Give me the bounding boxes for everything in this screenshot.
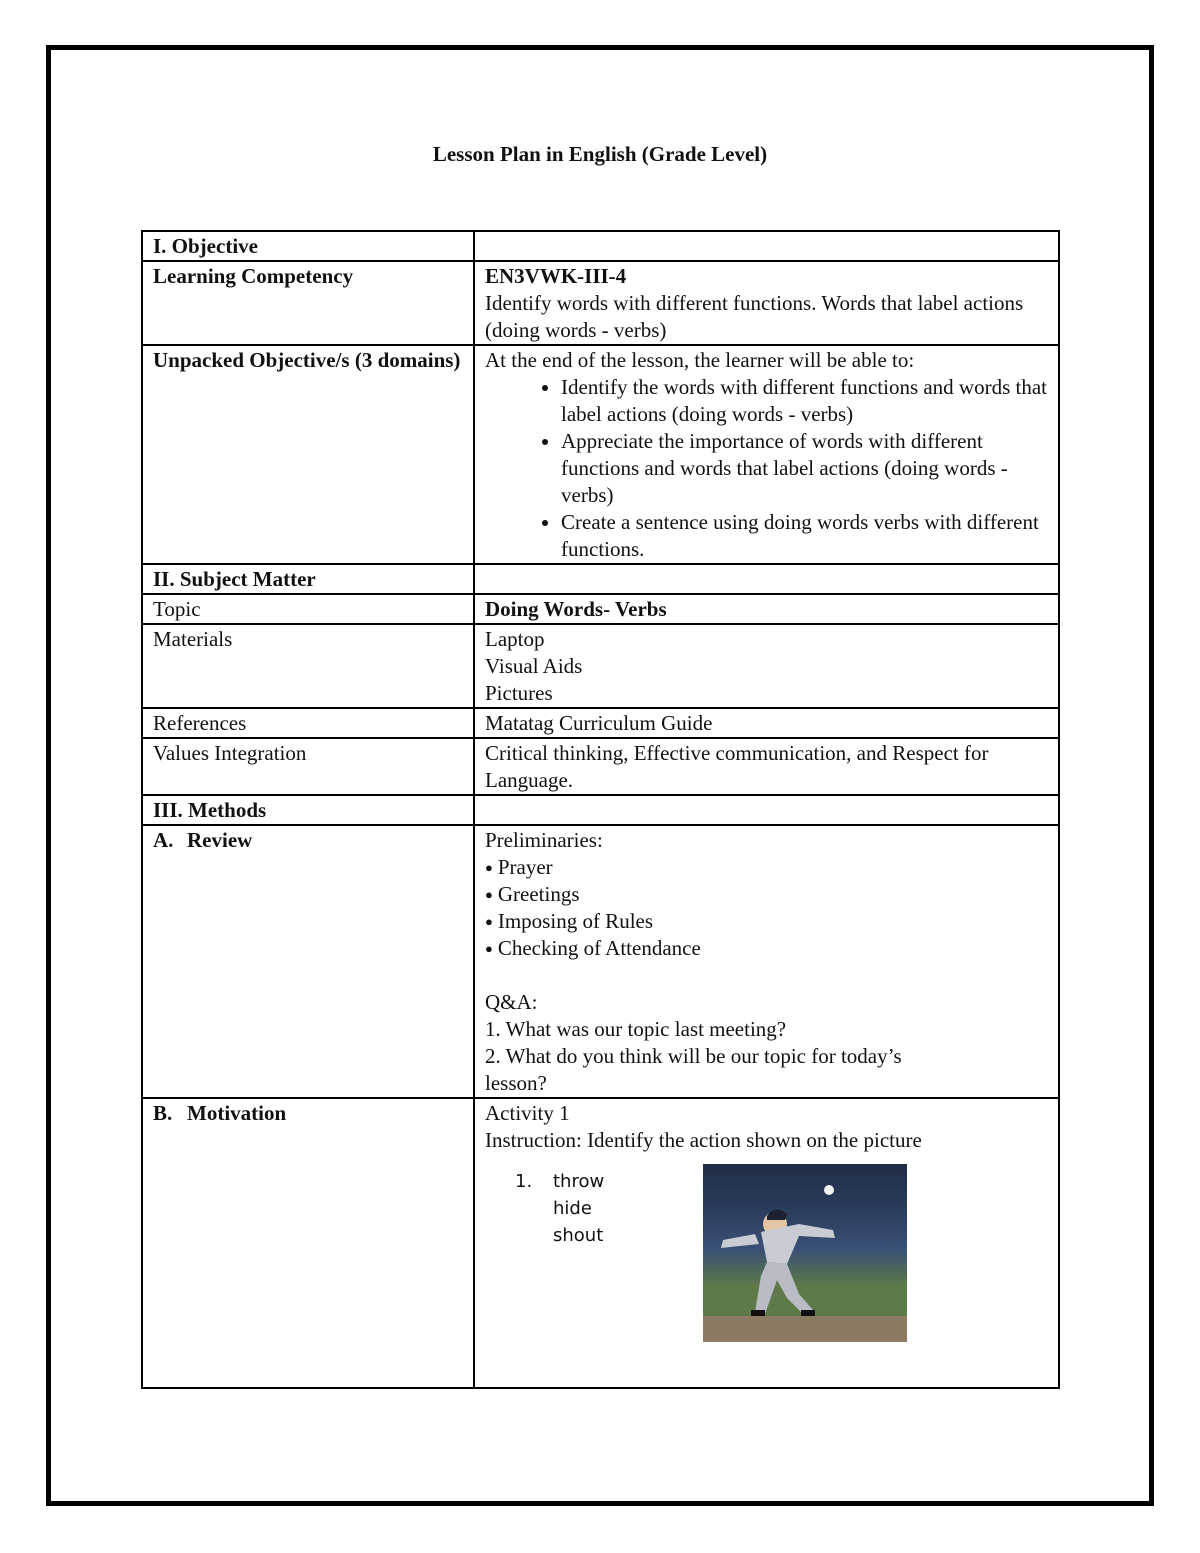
learning-competency-cell: [474, 261, 1059, 345]
unpacked-intro: At the end of the lesson, the learner will be able to:: [485, 348, 915, 372]
review-cell: [474, 825, 1059, 1098]
lesson-plan-table: [141, 230, 1060, 1389]
values-integration-label: Values Integration: [142, 738, 474, 795]
list-item: • Identify the words with different functions and words that label actions (doing words - verbs): [561, 374, 1048, 428]
list-item: ● Checking of Attendance: [485, 935, 1048, 962]
qa-label: Q&A:: [485, 990, 538, 1014]
review-label-cell: [142, 825, 474, 1098]
baseball-pitcher-photo: [703, 1164, 907, 1342]
activity-instruction: Instruction: Identify the action shown on the picture: [485, 1128, 922, 1152]
values-integration-value: Critical thinking, Effective communication, and Respect for Language.: [474, 738, 1059, 795]
list-item: 2. What do you think will be our topic for today’s lesson?: [485, 1044, 902, 1095]
materials-label: Materials: [142, 624, 474, 708]
table-row: [142, 738, 1059, 795]
motivation-letter: B.: [153, 1101, 173, 1125]
methods-heading: III. Methods: [142, 795, 474, 825]
unpacked-objectives-cell: [474, 345, 1059, 564]
list-item: Laptop: [485, 627, 545, 651]
objective-heading: I. Objective: [142, 231, 474, 261]
choice-item: throw: [553, 1171, 605, 1192]
objectives-list: [485, 374, 1048, 563]
review-label: Review: [187, 828, 253, 852]
table-row: [142, 624, 1059, 708]
materials-cell: [474, 624, 1059, 708]
unpacked-objectives-label: Unpacked Objective/s (3 domains): [142, 345, 474, 564]
topic-label: Topic: [142, 594, 474, 624]
subject-matter-heading: II. Subject Matter: [142, 564, 474, 594]
list-item: 1. What was our topic last meeting?: [485, 1017, 787, 1041]
competency-code: EN3VWK-III-4: [485, 264, 627, 288]
preliminaries-label: Preliminaries:: [485, 828, 603, 852]
motivation-cell: [474, 1098, 1059, 1388]
list-item: • Appreciate the importance of words with different functions and words that label actions (doing words - verbs): [561, 428, 1048, 509]
empty-cell: [474, 564, 1059, 594]
choice-number: 1.: [515, 1171, 533, 1192]
table-row: [142, 261, 1059, 345]
table-row: [142, 345, 1059, 564]
list-item: Visual Aids: [485, 654, 583, 678]
motivation-label-cell: [142, 1098, 474, 1388]
table-row: [142, 825, 1059, 1098]
list-item: • Create a sentence using doing words verbs with different functions.: [561, 509, 1048, 563]
list-item: ● Greetings: [485, 881, 1048, 908]
references-label: References: [142, 708, 474, 738]
topic-value: Doing Words- Verbs: [474, 594, 1059, 624]
activity-label: Activity 1: [485, 1101, 570, 1125]
choice-item: hide: [553, 1198, 592, 1219]
motivation-label: Motivation: [187, 1101, 287, 1125]
empty-cell: [474, 795, 1059, 825]
table-row: [142, 564, 1059, 594]
learning-competency-label: Learning Competency: [142, 261, 474, 345]
empty-cell: [474, 231, 1059, 261]
document-title: Lesson Plan in English (Grade Level): [432, 142, 768, 166]
pitcher-illustration: [703, 1164, 907, 1342]
list-item: ● Prayer: [485, 854, 1048, 881]
table-row: [142, 795, 1059, 825]
table-row: [142, 594, 1059, 624]
choice-item: shout: [553, 1225, 604, 1246]
activity-choices: [485, 1164, 1048, 1384]
list-item: ● Imposing of Rules: [485, 908, 1048, 935]
table-row: [142, 231, 1059, 261]
review-letter: A.: [153, 828, 174, 852]
references-value: Matatag Curriculum Guide: [474, 708, 1059, 738]
list-item: Pictures: [485, 681, 553, 705]
competency-text: Identify words with different functions. Words that label actions (doing words - verbs): [485, 291, 1024, 342]
spacer: [485, 962, 1048, 989]
choice-list: [517, 1168, 604, 1249]
table-row: [142, 1098, 1059, 1388]
table-row: [142, 708, 1059, 738]
